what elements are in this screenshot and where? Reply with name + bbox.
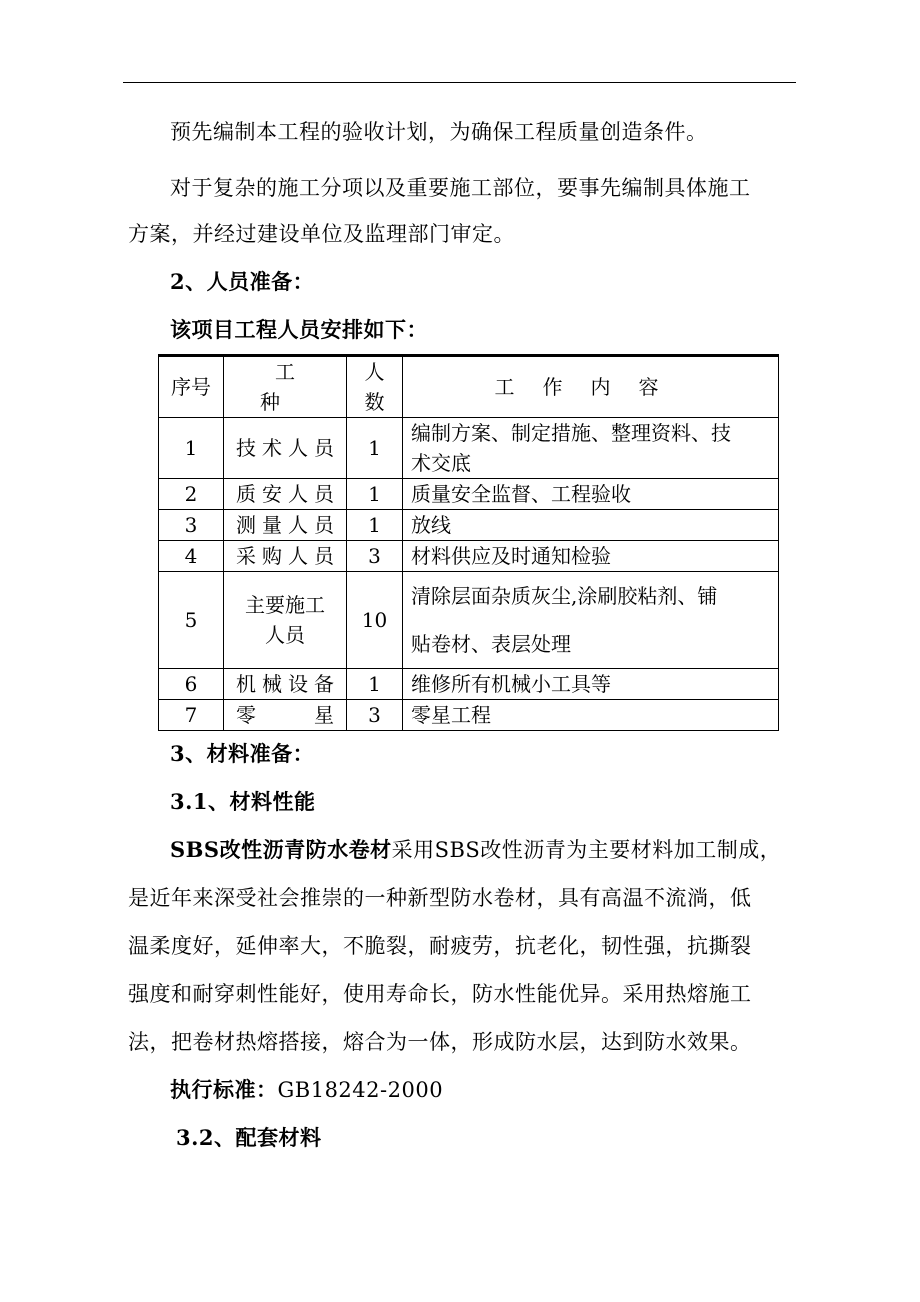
table-row: 2 质 安 人 员 1 质量安全监督、工程验收 (159, 479, 779, 510)
section-heading-personnel: 2、人员准备： (170, 269, 315, 294)
materials-paragraph-line1: SBS改性沥青防水卷材采用SBS改性沥青为主要材料加工制成， (170, 837, 782, 862)
paragraph-acceptance-plan: 预先编制本工程的验收计划，为确保工程质量创造条件。 (170, 120, 708, 144)
table-header-row (159, 356, 779, 418)
section-heading-materials: 3、材料准备： (170, 741, 315, 766)
header-content: 工作内容 (403, 356, 779, 418)
standard-line: 执行标准：GB18242-2000 (170, 1077, 444, 1102)
table-row: 1 技 术 人 员 1 编制方案、制定措施、整理资料、技 术交底 (159, 418, 779, 479)
header-index: 序号 (159, 356, 224, 418)
personnel-table (158, 354, 779, 731)
materials-paragraph-line4: 强度和耐穿刺性能好，使用寿命长，防水性能优异。采用热熔施工 (128, 982, 752, 1006)
header-rule (123, 82, 796, 83)
materials-paragraph-line2: 是近年来深受社会推崇的一种新型防水卷材，具有高温不流淌，低 (128, 886, 752, 910)
table-row: 3 测 量 人 员 1 放线 (159, 510, 779, 541)
paragraph-complex-items-line1: 对于复杂的施工分项以及重要施工部位，要事先编制具体施工 (170, 176, 751, 200)
subsection-supporting-materials: 3.2、配套材料 (176, 1125, 322, 1150)
type-spread: 技 术 人 员 (236, 436, 334, 460)
table-row: 6 机 械 设 备 1 维修所有机械小工具等 (159, 669, 779, 700)
header-type: 工种 (224, 356, 347, 418)
header-count: 人 数 (347, 356, 403, 418)
table-row: 5 主要施工 人员 10 清除层面杂质灰尘,涂刷胶粘剂、铺 贴卷材、表层处理 (159, 572, 779, 669)
table-intro: 该项目工程人员安排如下： (170, 317, 428, 342)
materials-paragraph-line5: 法，把卷材热熔搭接，熔合为一体，形成防水层，达到防水效果。 (128, 1030, 752, 1054)
subsection-material-properties: 3.1、材料性能 (170, 789, 316, 814)
table-row: 4 采 购 人 员 3 材料供应及时通知检验 (159, 541, 779, 572)
materials-paragraph-line3: 温柔度好，延伸率大，不脆裂，耐疲劳，抗老化，韧性强，抗撕裂 (128, 934, 752, 958)
table-row: 7 零 星 3 零星工程 (159, 700, 779, 731)
paragraph-complex-items-line2: 方案，并经过建设单位及监理部门审定。 (128, 222, 515, 246)
